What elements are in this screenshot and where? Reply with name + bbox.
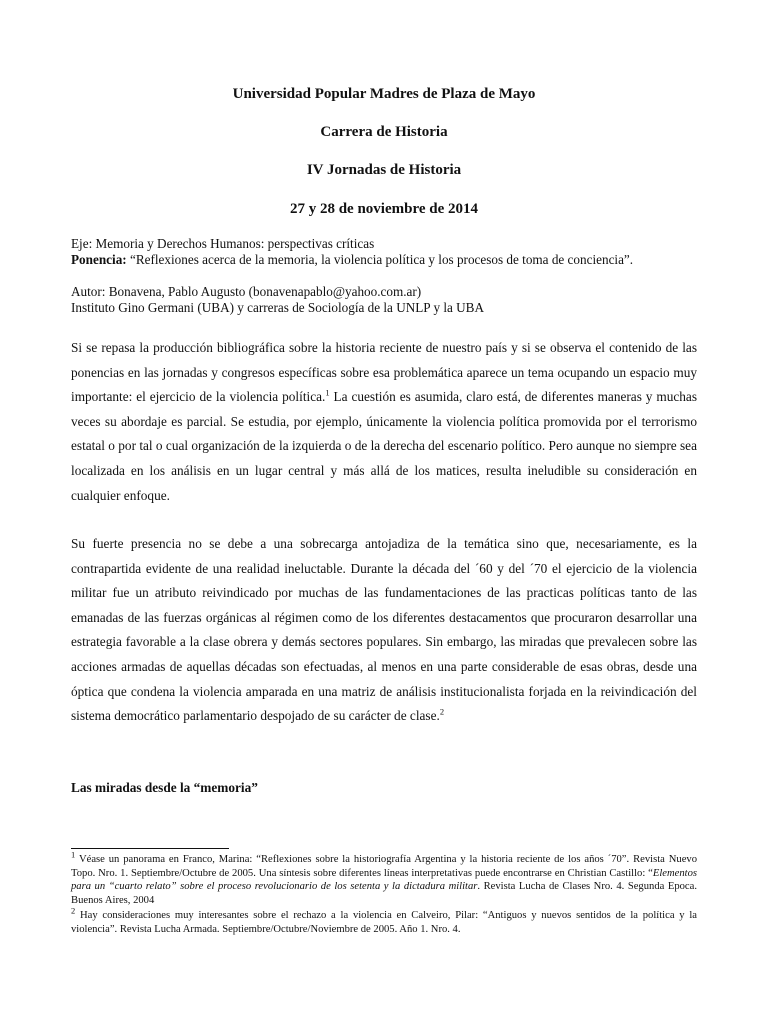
footnote-2 [71, 905, 697, 936]
footnote-ref-1[interactable]: 1 [325, 387, 330, 398]
paragraph-1 [71, 336, 697, 508]
footnote-1-italic-title: Elementos para un “cuarto relato” sobre el proceso revolucionario de los setenta y la dictadura militar [71, 867, 697, 893]
ponencia-title: “Reflexiones acerca de la memoria, la violencia política y los procesos de toma de conciencia”. [126, 252, 634, 267]
footnote-1-text-b: . Revista Lucha de Clases Nro. 4. Segunda Epoca. Buenos Aires, 2004 [71, 881, 697, 907]
event-title: IV Jornadas de Historia [306, 162, 462, 178]
footnote-1-number: 1 [71, 849, 76, 860]
footnote-separator [71, 848, 229, 849]
event-date: 27 y 28 de noviembre de 2014 [289, 201, 479, 217]
ponencia-label: Ponencia: [71, 252, 127, 267]
axis-line: Eje: Memoria y Derechos Humanos: perspectivas críticas [71, 236, 375, 251]
footnote-1 [71, 849, 697, 908]
footnote-2-number: 2 [71, 905, 76, 916]
ponencia-line [71, 252, 697, 268]
footnote-2-text: Hay consideraciones muy interesantes sobre el rechazo a la violencia en Calveiro, Pilar: “Antiguos y nuevos sentidos de la política y la violencia”. Revista Lucha Armada. Septiembre/Octubre/Noviembre de 2005. Año 1. Nro. 4. [71, 910, 697, 935]
institution-line: Instituto Gino Germani (UBA) y carreras de Sociología de la UNLP y la UBA [71, 300, 484, 315]
section-heading: Las miradas desde la “memoria” [71, 780, 258, 795]
paragraph-2-text: Su fuerte presencia no se debe a una sobrecarga antojadiza de la temática sino que, necesariamente, es la contrapartida evidente de una realidad ineluctable. Durante la década del ´60 y del ´70 el ejercicio de la violencia militar fue un atributo reivindicado por muchas de las fundamentaciones de las practicas políticas tanto de las emanadas de las fuerzas orgánicas al régimen como de los diferentes destacamentos que procuraron desarrollar una estrategia favorable a la clase obrera y demás sectores populares. Sin embargo, las miradas que prevalecen sobre las acciones armadas de aquellas décadas son efectuadas, al menos en una parte considerable de esas obras, desde una óptica que condena la violencia amparada en una matriz de análisis institucionalista forjada en la reivindicación del sistema democrático parlamentario despojado de su carácter de clase. [71, 536, 697, 724]
footnote-1-text-a: Véase un panorama en Franco, Marina: “Reflexiones sobre la historiografía Argentina y la historia reciente de los años ´70”. Revista Nuevo Topo. Nro. 1. Septiembre/Octubre de 2005. Una síntesis sobre diferentes líneas interpretativas puede encontrarse en Christian Castillo: “ [71, 854, 697, 879]
footnote-ref-2[interactable]: 2 [439, 706, 445, 717]
paragraph-1-part-a: Si se repasa la producción bibliográfica sobre la historia reciente de nuestro país y si se observa el contenido de las ponencias en las jornadas y congresos específicas sobre esa problemática aparece un tema ocupando un espacio muy importante: el ejercicio de la violencia política. [71, 340, 697, 405]
author-line: Autor: Bonavena, Pablo Augusto (bonavenapablo@yahoo.com.ar) [71, 284, 422, 299]
university-title: Universidad Popular Madres de Plaza de Mayo [232, 86, 536, 102]
paragraph-1-part-b: La cuestión es asumida, claro está, de diferentes maneras y muchas veces su abordaje es parcial. Se estudia, por ejemplo, únicamente la violencia política promovida por el terrorismo estatal o por tal o cual organización de la izquierda o de la derecha del escenario político. Pero aunque no siempre sea localizada en los análisis en un lugar central y más allá de los matices, resulta ineludible su consideración en cualquier enfoque. [71, 389, 698, 503]
paragraph-2 [71, 532, 697, 729]
career-title: Carrera de Historia [320, 124, 448, 140]
